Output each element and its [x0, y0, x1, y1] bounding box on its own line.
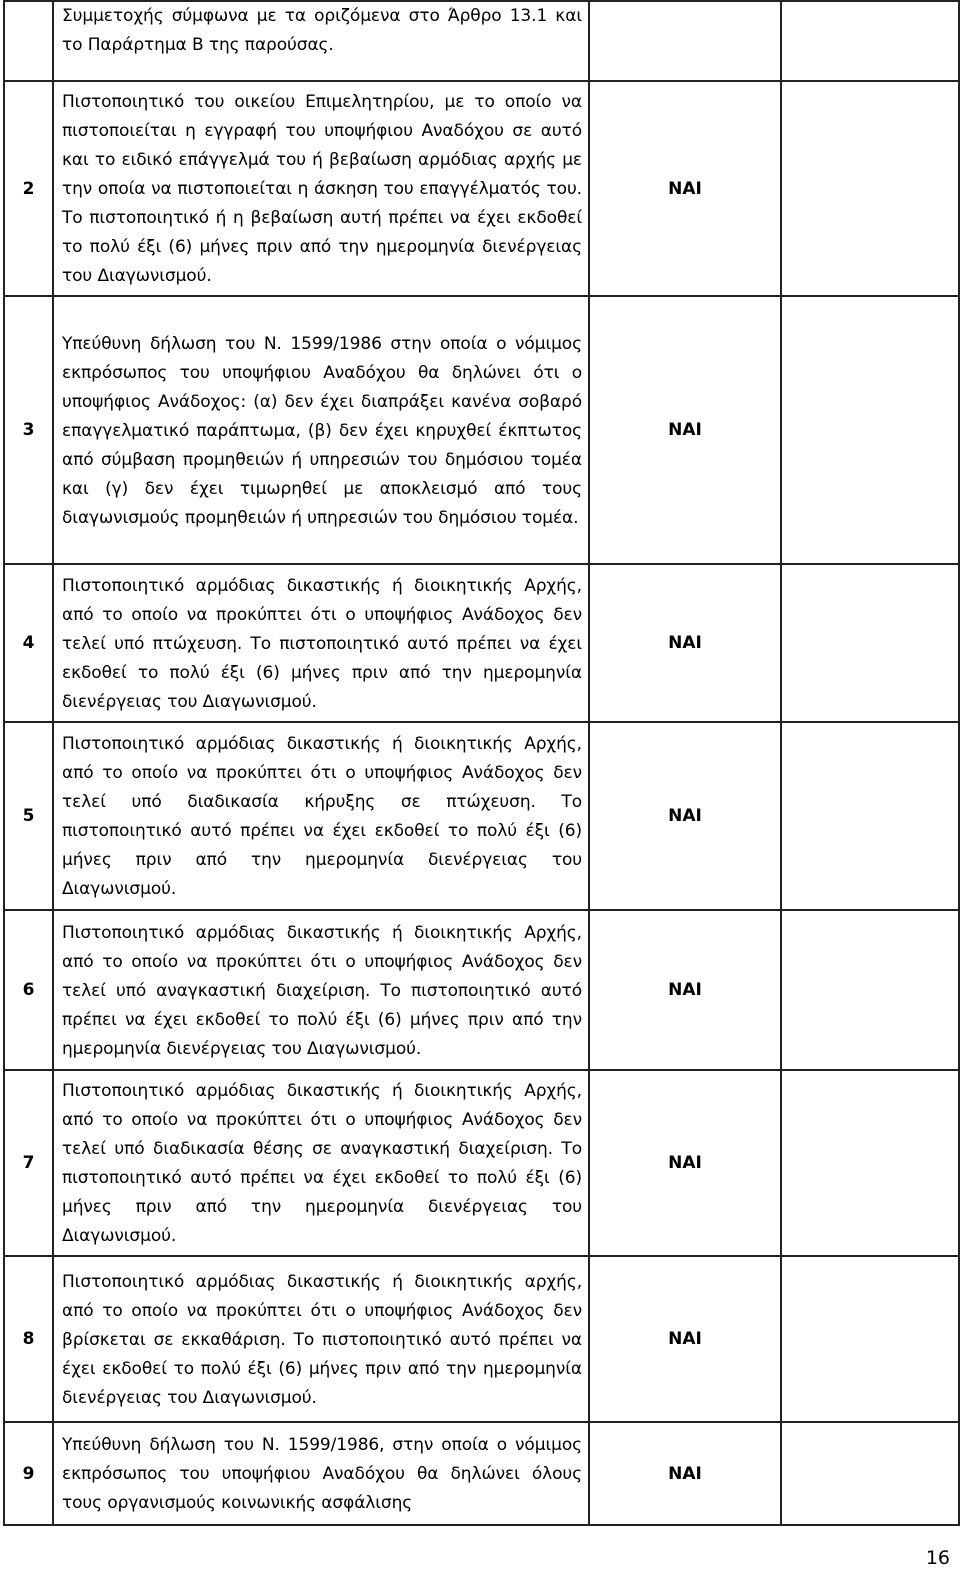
row-answer: ΝΑΙ: [589, 1256, 781, 1422]
table-row: [4, 910, 959, 1070]
table-row: [4, 722, 959, 910]
row-notes-cell: [781, 296, 959, 564]
row-answer: ΝΑΙ: [589, 296, 781, 564]
row-number: 2: [4, 81, 53, 296]
table-row: [4, 81, 959, 296]
row-description: Πιστοποιητικό αρμόδιας δικαστικής ή διοικητικής Αρχής, από το οποίο να προκύπτει ότι ο υποψήφιος Ανάδοχος δεν τελεί υπό πτώχευση. Το πιστοποιητικό αυτό πρέπει να έχει εκδοθεί το πολύ έξι (6) μήνες πριν από την ημερομηνία διενέργειας του Διαγωνισμού.: [53, 564, 589, 722]
row-notes-cell: [781, 564, 959, 722]
row-answer: ΝΑΙ: [589, 1422, 781, 1525]
row-answer: ΝΑΙ: [589, 564, 781, 722]
row-notes-cell: [781, 1256, 959, 1422]
table-row: [4, 1422, 959, 1525]
row-number: [4, 1, 53, 81]
table-row: [4, 564, 959, 722]
table-row: [4, 1, 959, 81]
row-description: Υπεύθυνη δήλωση του Ν. 1599/1986 στην οποία ο νόμιμος εκπρόσωπος του υποψήφιου Αναδόχου θα δηλώνει ότι ο υποψήφιος Ανάδοχος: (α) δεν έχει διαπράξει κανένα σοβαρό επαγγελματικό παράπτωμα, (β) δεν έχει κηρυχθεί έκπτωτος από σύμβαση προμηθειών ή υπηρεσιών του δημόσιου τομέα και (γ) δεν έχει τιμωρηθεί με αποκλεισμό από τους διαγωνισμούς προμηθειών ή υπηρεσιών του δημόσιου τομέα.: [53, 296, 589, 564]
row-notes-cell: [781, 1, 959, 81]
row-answer: ΝΑΙ: [589, 722, 781, 910]
row-number: 4: [4, 564, 53, 722]
row-description: Υπεύθυνη δήλωση του Ν. 1599/1986, στην οποία ο νόμιμος εκπρόσωπος του υποψήφιου Αναδόχου θα δηλώνει όλους τους οργανισμούς κοινωνικής ασφάλισης: [53, 1422, 589, 1525]
table-row: [4, 1070, 959, 1256]
row-notes-cell: [781, 1422, 959, 1525]
table-row: [4, 1256, 959, 1422]
row-number: 7: [4, 1070, 53, 1256]
row-description: Πιστοποιητικό αρμόδιας δικαστικής ή διοικητικής αρχής, από το οποίο να προκύπτει ότι ο υποψήφιος Ανάδοχος δεν βρίσκεται σε εκκαθάριση. Το πιστοποιητικό αυτό πρέπει να έχει εκδοθεί το πολύ έξι (6) μήνες πριν από την ημερομηνία διενέργειας του Διαγωνισμού.: [53, 1256, 589, 1422]
row-notes-cell: [781, 722, 959, 910]
row-answer: ΝΑΙ: [589, 81, 781, 296]
row-description: Πιστοποιητικό του οικείου Επιμελητηρίου, με το οποίο να πιστοποιείται η εγγραφή του υποψήφιου Αναδόχου σε αυτό και το ειδικό επάγγελμά του ή βεβαίωση αρμόδιας αρχής με την οποία να πιστοποιείται η άσκηση του επαγγέλματός του. Το πιστοποιητικό ή η βεβαίωση αυτή πρέπει να έχει εκδοθεί το πολύ έξι (6) μήνες πριν από την ημερομηνία διενέργειας του Διαγωνισμού.: [53, 81, 589, 296]
row-number: 3: [4, 296, 53, 564]
row-number: 8: [4, 1256, 53, 1422]
row-notes-cell: [781, 1070, 959, 1256]
row-answer: [589, 1, 781, 81]
page-number: 16: [925, 1547, 950, 1569]
row-number: 6: [4, 910, 53, 1070]
row-number: 9: [4, 1422, 53, 1525]
row-notes-cell: [781, 81, 959, 296]
row-description: Συμμετοχής σύμφωνα με τα οριζόμενα στο Άρθρο 13.1 και το Παράρτημα Β της παρούσας.: [53, 1, 589, 81]
row-description: Πιστοποιητικό αρμόδιας δικαστικής ή διοικητικής Αρχής, από το οποίο να προκύπτει ότι ο υποψήφιος Ανάδοχος δεν τελεί υπό διαδικασία θέσης σε αναγκαστική διαχείριση. Το πιστοποιητικό αυτό πρέπει να έχει εκδοθεί το πολύ έξι (6) μήνες πριν από την ημερομηνία διενέργειας του Διαγωνισμού.: [53, 1070, 589, 1256]
row-description: Πιστοποιητικό αρμόδιας δικαστικής ή διοικητικής Αρχής, από το οποίο να προκύπτει ότι ο υποψήφιος Ανάδοχος δεν τελεί υπό αναγκαστική διαχείριση. Το πιστοποιητικό αυτό πρέπει να έχει εκδοθεί το πολύ έξι (6) μήνες πριν από την ημερομηνία διενέργειας του Διαγωνισμού.: [53, 910, 589, 1070]
table-row: [4, 296, 959, 564]
row-answer: ΝΑΙ: [589, 1070, 781, 1256]
row-notes-cell: [781, 910, 959, 1070]
row-description: Πιστοποιητικό αρμόδιας δικαστικής ή διοικητικής Αρχής, από το οποίο να προκύπτει ότι ο υποψήφιος Ανάδοχος δεν τελεί υπό διαδικασία κήρυξης σε πτώχευση. Το πιστοποιητικό αυτό πρέπει να έχει εκδοθεί το πολύ έξι (6) μήνες πριν από την ημερομηνία διενέργειας του Διαγωνισμού.: [53, 722, 589, 910]
requirements-table: [3, 0, 960, 1526]
row-answer: ΝΑΙ: [589, 910, 781, 1070]
row-number: 5: [4, 722, 53, 910]
